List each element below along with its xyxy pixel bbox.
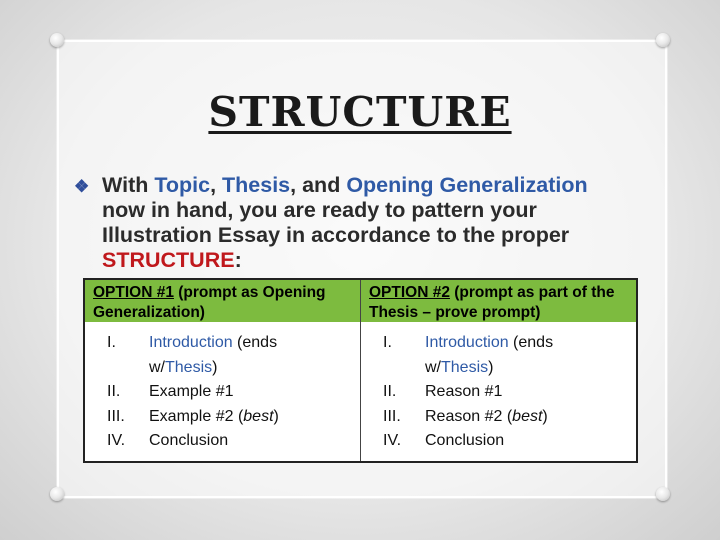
list-emphasis: best [243,407,274,425]
bullet-word: , and [290,173,347,197]
pushpin-icon [656,33,670,47]
option-header-1 [85,280,360,322]
list-item [85,331,360,356]
option-column-2 [360,280,636,461]
list-text [425,356,636,381]
list-item [361,405,636,430]
list-text [425,380,636,405]
list-term: Thesis [441,358,489,376]
list-term: Thesis [165,358,213,376]
pushpin-icon [50,33,64,47]
list-number: II. [107,383,121,400]
list-word: ) [542,407,548,425]
list-item [85,380,360,405]
list-word: ) [488,358,494,376]
list-emphasis: best [512,407,543,425]
thesis-term: Thesis [222,173,291,197]
list-number: I. [383,334,392,351]
pushpin-icon [656,487,670,501]
opening-generalization-term: Opening Generalization [346,173,588,197]
list-item [85,356,360,381]
bullet-word: With [102,173,155,197]
list-word: Conclusion [149,432,229,449]
list-item [85,429,360,454]
list-text [425,405,636,430]
list-text [149,380,360,405]
list-word: (ends [508,334,554,351]
list-word: ) [273,407,279,425]
option-description: (prompt as Opening Generalization) [93,284,326,321]
list-item [361,356,636,381]
list-word: Reason #2 ( [425,407,513,425]
list-word: w/ [425,358,441,376]
list-item [85,405,360,430]
list-number: II. [383,383,397,400]
list-word: ) [212,358,218,376]
bullet-word: : [234,248,242,272]
list-text [149,429,360,454]
option-header-2 [361,280,636,322]
list-number [361,356,425,381]
option-column-1 [85,280,360,461]
list-word: Conclusion [425,432,505,449]
list-text [149,331,360,356]
bullet-paragraph [74,173,634,273]
option-list-2 [361,322,636,454]
pushpin-icon [50,487,64,501]
list-number: IV. [383,432,402,449]
list-term: Introduction [425,334,509,351]
list-number: III. [383,407,401,425]
list-text [149,356,360,381]
checkmark-diamond-icon: ❖ [74,177,90,196]
slide-title: STRUCTURE [208,88,512,136]
list-word: Reason #1 [425,383,503,400]
list-text [425,429,636,454]
option-list-1 [85,322,360,454]
list-term: Introduction [149,334,233,351]
bullet-word: , [210,173,223,197]
list-number: III. [107,407,125,425]
option-label: OPTION #2 [369,284,450,301]
bullet-text [102,173,634,273]
list-item [361,331,636,356]
structure-term: STRUCTURE [102,248,235,272]
list-number: IV. [107,432,126,449]
bullet-word: now in hand, you are ready to pattern your Illustration Essay in accordance to the proper [102,198,570,247]
list-number: I. [107,334,116,351]
list-item [361,380,636,405]
option-description: (prompt as part of the Thesis – prove prompt) [369,284,615,321]
list-text [149,405,360,430]
list-word: Example #2 ( [149,407,244,425]
option-label: OPTION #1 [93,284,174,301]
list-item [361,429,636,454]
topic-term: Topic [154,173,211,197]
list-word: (ends [232,334,278,351]
list-number [85,356,149,381]
list-text [425,331,636,356]
list-word: w/ [149,358,165,376]
list-word: Example #1 [149,383,234,400]
options-table [83,278,638,463]
